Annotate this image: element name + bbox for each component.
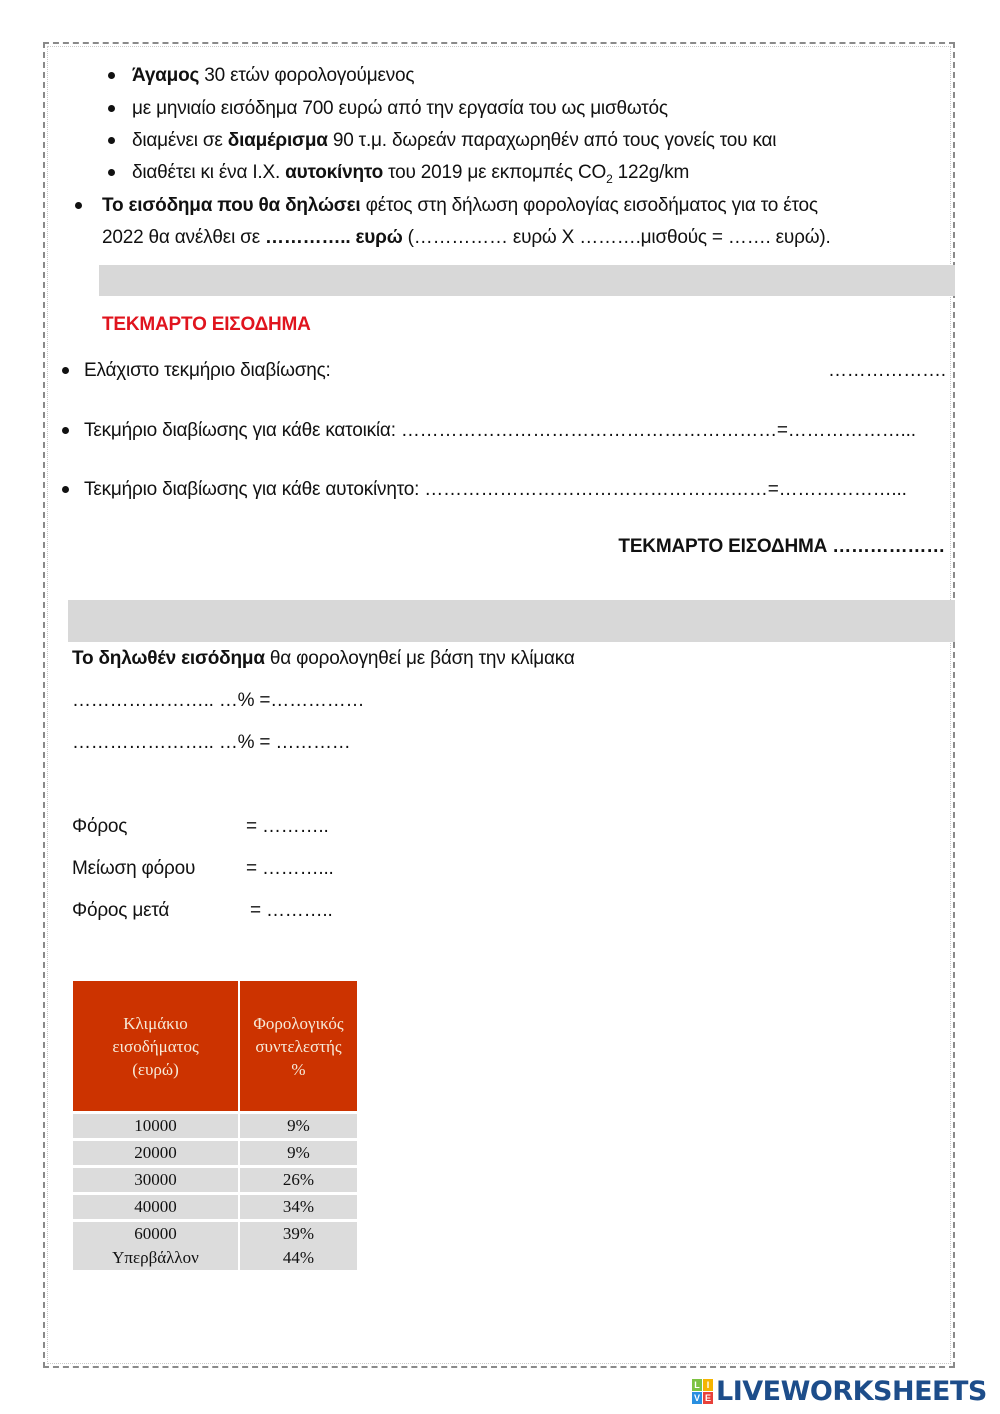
live-tiles-icon: L I V E [693, 1379, 711, 1403]
bullet-icon [62, 427, 69, 434]
tax-bracket-line-1[interactable]: ………………….. …% =…………… [72, 690, 365, 711]
bullet-icon [108, 105, 115, 112]
bullet-icon [108, 169, 115, 176]
rate-cell: 26% [239, 1167, 357, 1194]
table-row [73, 1194, 357, 1221]
presumed-income-heading: ΤΕΚΜΑΡΤΟ ΕΙΣΟΔΗΜΑ [102, 314, 311, 335]
intro-item-4: διαθέτει κι ένα Ι.Χ. αυτοκίνητο του 2019 με εκπομπές $CO_2$ 122g/km [132, 162, 690, 186]
income-cell: 20000 [73, 1140, 239, 1167]
income-cell: 10000 [73, 1113, 239, 1140]
table-row [73, 1167, 357, 1194]
logo-text: LIVEWORKSHEETS [716, 1375, 987, 1407]
bullet-icon [62, 486, 69, 493]
tax-after-label: Φόρος μετά [72, 900, 170, 921]
min-living-label: Ελάχιστο τεκμήριο διαβίωσης: [84, 360, 331, 381]
intro-item-1: Άγαμος 30 ετών φορολογούμενος [132, 65, 415, 86]
rate-cell: 34% [239, 1194, 357, 1221]
table-row [73, 1246, 357, 1270]
tax-after-value[interactable]: = ……….. [250, 900, 333, 921]
bullet-icon [62, 367, 69, 374]
tax-reduction-value[interactable]: = ………... [246, 858, 334, 879]
tax-value[interactable]: = ……….. [246, 816, 329, 837]
bullet-icon [108, 72, 115, 79]
bullet-icon [75, 202, 82, 209]
rate-cell: 9% [239, 1140, 357, 1167]
section-divider-bar [99, 265, 955, 296]
intro-item-2: με μηνιαίο εισόδημα 700 ευρώ από την εργασία του ως μισθωτός [132, 98, 668, 119]
table-row [73, 1113, 357, 1140]
tax-label: Φόρος [72, 816, 128, 837]
income-cell: 30000 [73, 1167, 239, 1194]
rate-cell: 39% [239, 1221, 357, 1247]
presumed-income-total[interactable]: ΤΕΚΜΑΡΤΟ ΕΙΣΟΔΗΜΑ ……………… [618, 536, 945, 557]
header-tax-rate: Φορολογικός συντελεστής % [239, 981, 357, 1113]
tax-bracket-line-2[interactable]: ………………….. …% = ………… [72, 732, 351, 753]
income-cell: Υπερβάλλον [73, 1246, 239, 1270]
car-presumption-line[interactable]: Τεκμήριο διαβίωσης για κάθε αυτοκίνητο: ………………………………………….……=………………... [84, 479, 907, 500]
tax-rate-table [73, 981, 357, 1270]
table-header-row [73, 981, 357, 1113]
min-living-blank[interactable]: ………………. [828, 360, 946, 381]
intro-item-3: διαμένει σε διαμέρισμα 90 τ.μ. δωρεάν παραχωρηθέν από τους γονείς του και [132, 130, 777, 151]
declared-income-line-1: Το εισόδημα που θα δηλώσει φέτος στη δήλωση φορολογίας εισοδήματος για το έτος [102, 195, 818, 216]
rate-cell: 44% [239, 1246, 357, 1270]
liveworksheets-logo[interactable] [692, 1376, 987, 1406]
bullet-icon [108, 137, 115, 144]
tax-reduction-label: Μείωση φόρου [72, 858, 196, 879]
income-cell: 40000 [73, 1194, 239, 1221]
table-row [73, 1221, 357, 1247]
table-row [73, 1140, 357, 1167]
declared-income-line-2: 2022 θα ανέλθει σε ………….. ευρώ (…………… ευρώ Χ ……….μισθούς = ……. ευρώ). [102, 227, 831, 248]
rate-cell: 9% [239, 1113, 357, 1140]
section-divider-bar [68, 600, 955, 642]
header-income-bracket: Κλιμάκιο εισοδήματος (ευρώ) [73, 981, 239, 1113]
income-cell: 60000 [73, 1221, 239, 1247]
taxation-intro: Το δηλωθέν εισόδημα θα φορολογηθεί με βάση την κλίμακα [72, 648, 575, 669]
residence-presumption-line[interactable]: Τεκμήριο διαβίωσης για κάθε κατοικία: ……………………………………………………=………………... [84, 420, 916, 441]
